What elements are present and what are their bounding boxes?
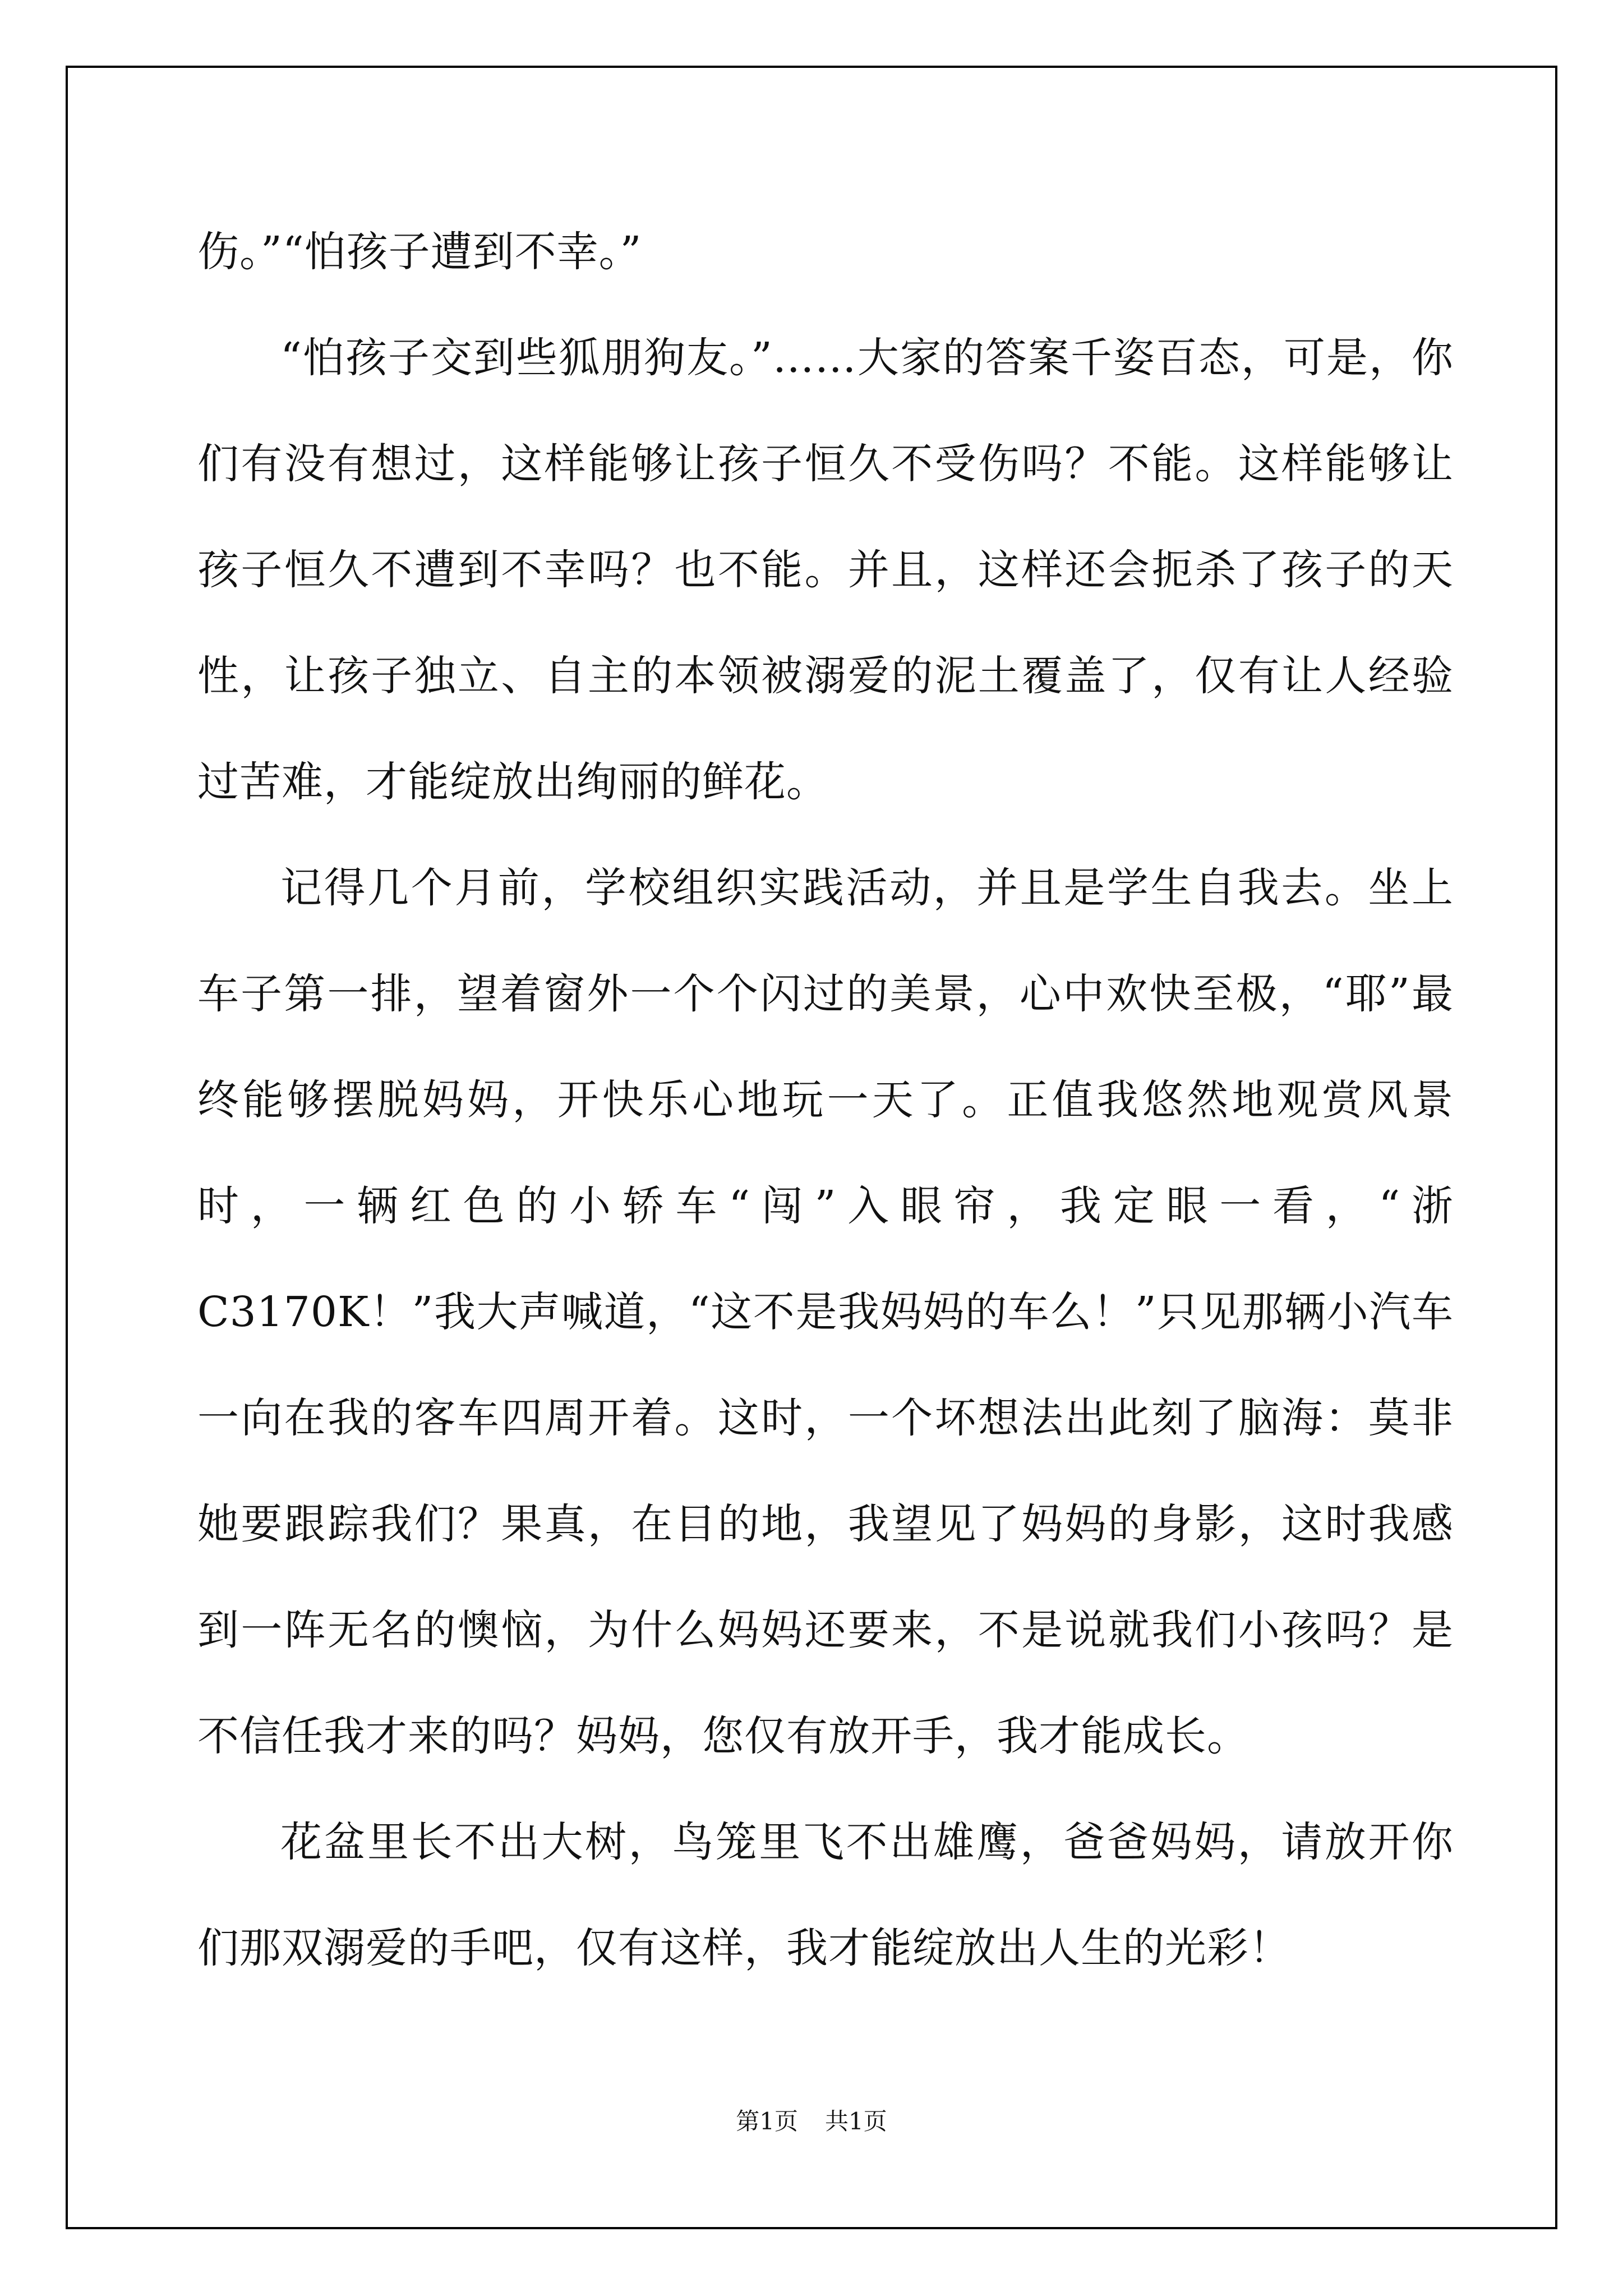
paragraph: 记得几个月前，学校组织实践活动，并且是学生自我去。坐上车子第一排，望着窗外一个个闪过的美景，心中欢快至极，“耶”最终能够摆脱妈妈，开快乐心地玩一天了。正值我悠然地观赏风景时，一辆红色的小轿车“闯”入眼帘，我定眼一看，“浙C3170K！”我大声喊道，“这不是我妈妈的车么！”只见那辆小汽车一向在我的客车四周开着。这时，一个坏想法出此刻了脑海：莫非她要跟踪我们？果真，在目的地，我望见了妈妈的身影，这时我感到一阵无名的懊恼，为什么妈妈还要来，不是说就我们小孩吗？是不信任我才来的吗？妈妈，您仅有放开手，我才能成长。 [197,864,1454,1760]
page-footer [0,2105,1623,2138]
page-number: 第1页 [736,2108,798,2135]
paragraph: 伤。”“怕孩子遭到不幸。” [197,228,642,276]
paragraph: “怕孩子交到些狐朋狗友。”……大家的答案千姿百态，可是，你们有没有想过，这样能够让孩子恒久不受伤吗？不能。这样能够让孩子恒久不遭到不幸吗？也不能。并且，这样还会扼杀了孩子的天性，让孩子独立、自主的本领被溺爱的泥土覆盖了，仅有让人经验过苦难，才能绽放出绚丽的鲜花。 [197,334,1454,806]
page-total: 共1页 [825,2108,887,2135]
document-body [197,199,1454,2001]
paragraph: 花盆里长不出大树，鸟笼里飞不出雄鹰，爸爸妈妈，请放开你们那双溺爱的手吧，仅有这样，我才能绽放出人生的光彩！ [197,1818,1454,1972]
